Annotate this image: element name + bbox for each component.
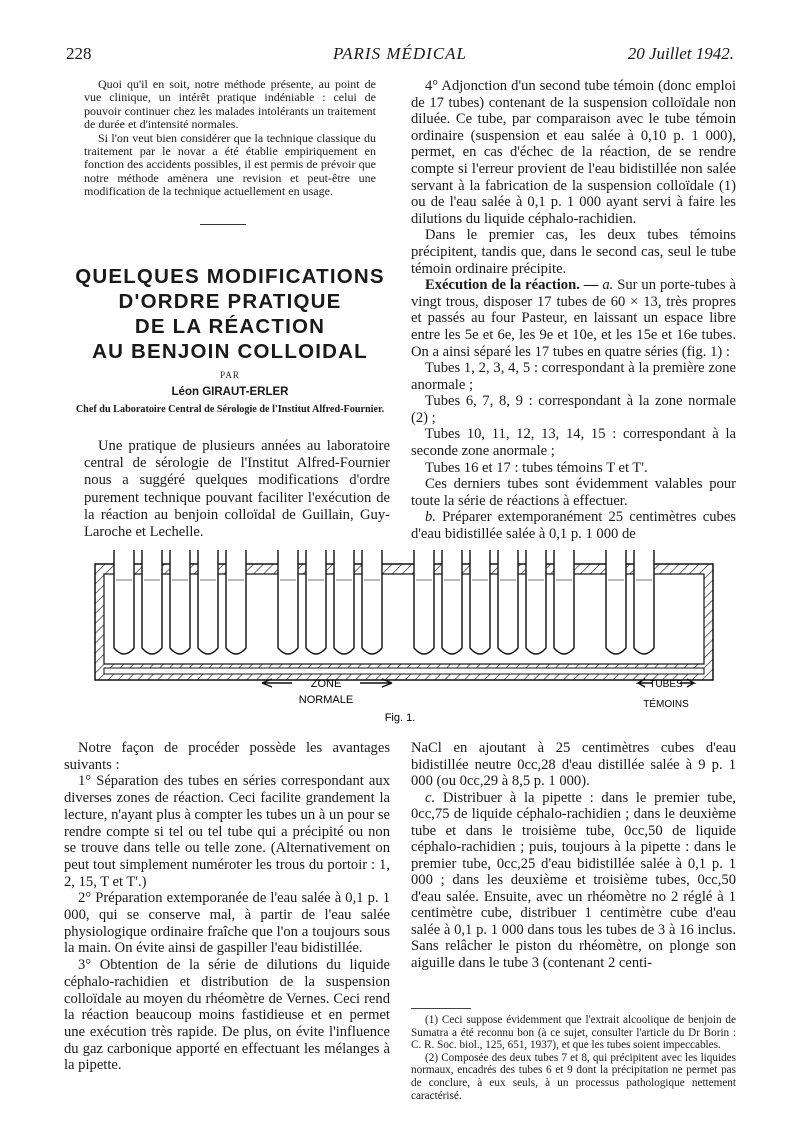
- lead-paragraph-block: [84, 438, 390, 541]
- series-item-3: Tubes 10, 11, 12, 13, 14, 15 : correspondant à la seconde zone anormale ;: [411, 426, 736, 460]
- advantage-1: 1° Séparation des tubes en séries correspondant aux diverses zones de réaction. Ceci facilite grandement la lecture, n'ayant plus à compter les tubes un à un pour se rendre compte si tel ou tel tube qui a précipité ou non se trouve dans telle ou telle zone. (Alternativement on peut tout simplement numéroter les trous du portoir : 1, 2, 15, T et T'.): [64, 773, 390, 890]
- step-b-label: b.: [425, 509, 436, 526]
- tube-9: [362, 550, 382, 654]
- series-item-1: Tubes 1, 2, 3, 4, 5 : correspondant à la première zone anormale ;: [411, 360, 736, 393]
- tube-2: [142, 550, 162, 654]
- intro-paragraph-2: Si l'on veut bien considérer que la technique classique du traitement par le novar a été établie empiriquement en fonction des accidents possibles, il est permis de prévoir que notre méthode amènera une revision et peut-être une modification de la technique actuellement en usage.: [84, 130, 376, 199]
- advantages-intro: Notre façon de procéder possède les avantages suivants :: [64, 740, 390, 773]
- tube-6: [278, 550, 298, 654]
- advantage-2: 2° Préparation extemporanée de l'eau salée à 0,1 p. 1 000, qui se conserve mal, à partir de l'eau salée physiologique ordinaire fraîche que l'on a toujours sous la main. On évite ainsi de gaspiller l'eau bidistillée.: [64, 890, 390, 957]
- tube-1: [114, 550, 134, 654]
- step-b-paragraph: [411, 509, 736, 542]
- step-c-label: c.: [425, 789, 436, 806]
- advantage-3: 3° Obtention de la série de dilutions du liquide céphalo-rachidien et distribution de la suspension colloïdale au moyen du rhéomètre de Vernes. Ceci rend la réaction beaucoup moins fastidieuse et en permet une exécution très rapide. De plus, on évite l'influence du gaz carbonique apporté en effectuant les mélanges à la pipette.: [64, 957, 390, 1074]
- issue-date: 20 Juillet 1942.: [627, 44, 734, 63]
- footnote-rule: [411, 1008, 471, 1009]
- execution-heading: Exécution de la réaction. —: [425, 277, 599, 294]
- tube-3: [170, 550, 190, 654]
- advantages-block: [64, 740, 390, 1074]
- tube-5: [226, 550, 246, 654]
- tube-11: [442, 550, 462, 654]
- label-normale: NORMALE: [298, 694, 354, 706]
- bottom-right-block: [411, 740, 736, 971]
- intro-text: [84, 78, 376, 199]
- tube-7: [306, 550, 326, 654]
- step-a-text: Sur un porte-tubes à vingt trous, disposer 17 tubes de 60 × 13, très propres et passés au four Pasteur, en laissant un espace libre entre les 5e et 6e, les 9e et 10e, et les 15e et 16e tubes. On a ainsi séparé les 17 tubes en quatre séries (fig. 1) :: [411, 277, 736, 360]
- series-item-2: Tubes 6, 7, 8, 9 : correspondant à la zone normale (2) ;: [411, 393, 736, 426]
- footnotes: [411, 1014, 736, 1102]
- tube-14: [526, 550, 546, 654]
- right-paragraph-cases: Dans le premier cas, les deux tubes témoins précipitent, tandis que, dans le second cas, seul le tube témoin ordinaire précipite.: [411, 227, 736, 277]
- execution-paragraph: [411, 277, 736, 360]
- lead-paragraph: Une pratique de plusieurs années au laboratoire central de sérologie de l'Institut Alfred-Fournier nous a suggéré quelques modifications d'ordre purement technique pouvant faciliter l'exécution de la réaction au benjoin colloïdal de Guillain, Guy-Laroche et Lechelle.: [84, 438, 390, 541]
- journal-title: PARIS MÉDICAL: [332, 44, 468, 63]
- article-title-line-4: AU BENJOIN COLLOIDAL: [92, 340, 368, 363]
- section-divider: [200, 224, 246, 225]
- nacl-paragraph: NaCl en ajoutant à 25 centimètres cubes d'eau bidistillée neutre 0cc,28 d'eau distillée salée à 9 p. 1 000 (ou 0cc,29 à 8,5 p. 1 000).: [411, 740, 736, 789]
- figure-tube-rack: [0, 540, 800, 740]
- label-temoins: TÉMOINS: [643, 699, 689, 710]
- tube-12: [470, 550, 490, 654]
- right-column-top: [411, 78, 736, 543]
- tube-10: [414, 550, 434, 654]
- right-paragraph-4: 4° Adjonction d'un second tube témoin (donc emploi de 17 tubes) contenant de la suspension colloïdale non diluée. Ce tube, par comparaison avec le tube témoin ordinaire (suspension et eau salée à 0,10 p. 1 000), permet, en cas d'échec de la réaction, de se rendre compte si l'erreur provient de l'eau bidistillée non salée servant à la fabrication de la suspension colloïdale (1) ou de l'eau salée à 0,1 p. 1 000 ayant servi à faire les dilutions du liquide céphalo-rachidien.: [411, 78, 736, 227]
- tube-16: [606, 550, 626, 654]
- byline-par: PAR: [220, 370, 240, 380]
- step-a-label: a.: [602, 277, 614, 294]
- step-c-paragraph: [411, 790, 736, 972]
- tube-4: [198, 550, 218, 654]
- tube-8: [334, 550, 354, 654]
- page-number: 228: [66, 44, 92, 63]
- tube-15: [554, 550, 574, 654]
- label-tubes: TUBES: [649, 679, 683, 690]
- article-title-line-2: D'ORDRE PRATIQUE: [118, 290, 342, 313]
- footnote-2: (2) Composée des deux tubes 7 et 8, qui précipitent avec les liquides normaux, encadrés des tubes 6 et 9 dont la précipitation ne permet pas de conclure, à eux seuls, à un processus pathologique nettement caractérisé.: [411, 1051, 736, 1102]
- validity-paragraph: Ces derniers tubes sont évidemment valables pour toute la série de réactions à effectuer.: [411, 476, 736, 509]
- tube-17: [634, 550, 654, 654]
- author-name: Léon GIRAUT-ERLER: [171, 386, 289, 398]
- figure-caption: Fig. 1.: [384, 712, 416, 724]
- step-b-text: Préparer extemporanément 25 centimètres cubes d'eau bidistillée salée à 0,1 p. 1 000 de: [411, 509, 736, 543]
- author-affiliation: Chef du Laboratoire Central de Sérologie de l'Institut Alfred-Fournier.: [75, 404, 385, 415]
- intro-paragraph-1: Quoi qu'il en soit, notre méthode présente, au point de vue clinique, un intérêt pratique indéniable : celui de pouvoir continuer chez les malades intolérants un traitement de durée et d'intensité normales.: [84, 77, 376, 132]
- step-c-text: Distribuer à la pipette : dans le premier tube, 0cc,75 de liquide céphalo-rachidien ; dans le deuxième tube et dans le troisième tube, 0cc,50 de liquide céphalo-rachidien ; puis, toujours à la pipette : dans le premier tube, 0cc,25 d'eau bidistillée salée à 0,1 p. 1 000 ; dans les deuxième et troisième tubes, 0cc,50 d'eau salée. Ensuite, avec un rhéomètre no 2 réglé à 1 centimètre cube, distribuer 1 centimètre cube d'eau salée à 0,1 p. 1 000 dans tous les tubes de 3 à 16 inclus. Sans relâcher le piston du rhéomètre, on plonge son aiguille dans le tube 3 (contenant 2 centi-: [411, 789, 736, 971]
- article-title: [72, 264, 388, 364]
- series-item-4: Tubes 16 et 17 : tubes témoins T et T'.: [425, 459, 648, 476]
- article-title-line-1: QUELQUES MODIFICATIONS: [75, 265, 385, 288]
- tube-13: [498, 550, 518, 654]
- label-zone: ZONE: [310, 678, 342, 690]
- article-title-line-3: DE LA RÉACTION: [134, 315, 326, 338]
- footnote-1: (1) Ceci suppose évidemment que l'extrait alcoolique de benjoin de Sumatra a été reconnu bon (à ce sujet, consulter l'article du Dr Borin : C. R. Soc. biol., 125, 651, 1937), et que les tubes soient impeccables.: [411, 1014, 736, 1052]
